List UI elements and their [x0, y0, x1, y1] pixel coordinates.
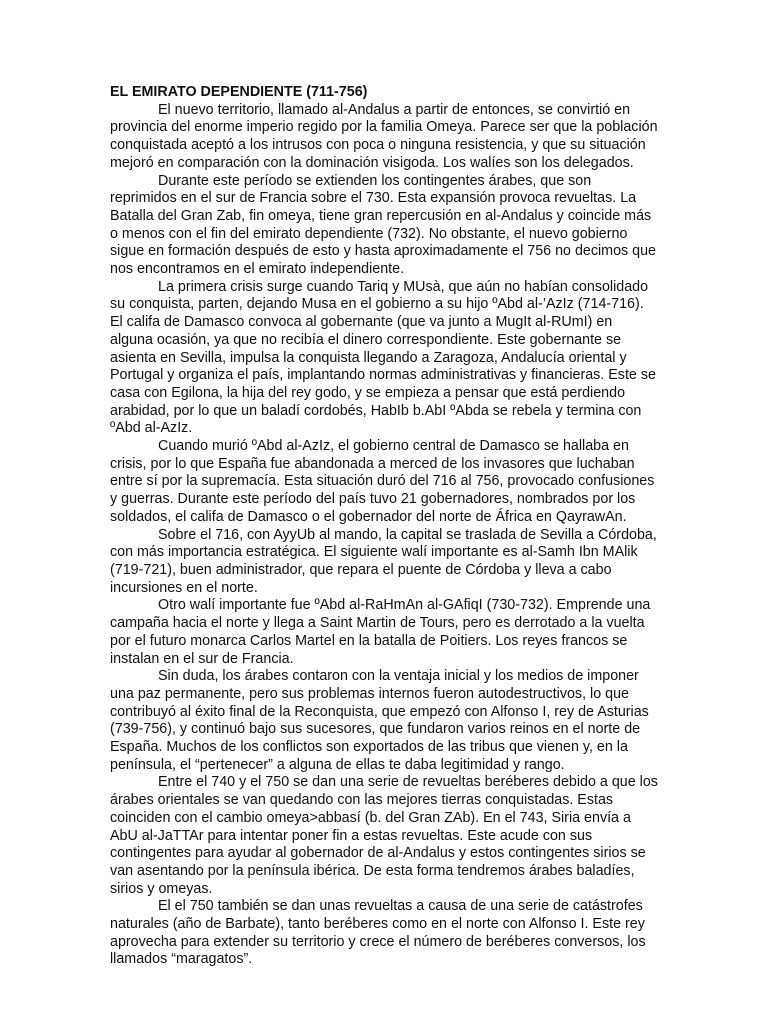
paragraph-1: El nuevo territorio, llamado al-Andalus a partir de entonces, se convirtió en provincia del enorme imperio regido por la familia Omeya. Parece ser que la población conquistada aceptó a los intrusos con poca o ninguna resistencia, y que su situación mejoró en comparación con la dominación visigoda. Los walíes son los delegados. [110, 101, 658, 171]
paragraph-7: Sin duda, los árabes contaron con la ventaja inicial y los medios de imponer una paz permanente, pero sus problemas internos fueron autodestructivos, lo que contribuyó al éxito final de la Reconquista, que empezó con Alfonso I, rey de Asturias (739-756), y continuó bajo sus sucesores, que fundaron varios reinos en el norte de España. Muchos de los conflictos son exportados de las tribus que vienen y, en la península, el “pertenecer” a alguna de ellas te daba legitimidad y rango. [110, 668, 649, 773]
paragraph-9: El el 750 también se dan unas revueltas a causa de una serie de catástrofes naturales (año de Barbate), tanto beréberes como en el norte con Alfonso I. Este rey aprovecha para extender su territorio y crece el número de beréberes conversos, los llamados “maragatos”. [110, 898, 646, 968]
document-title: EL EMIRATO DEPENDIENTE (711-756) [110, 84, 368, 100]
document-page [110, 84, 658, 969]
paragraph-2: Durante este período se extienden los contingentes árabes, que son reprimidos en el sur de Francia sobre el 730. Esta expansión provoca revueltas. La Batalla del Gran Zab, fin omeya, tiene gran repercusión en al-Andalus y coincide más o menos con el fin del emirato dependiente (732). No obstante, el nuevo gobierno sigue en formación después de esto y hasta aproximadamente el 756 no decimos que nos encontramos en el emirato independiente. [110, 172, 657, 278]
paragraph-4: Cuando murió ºAbd al-AzIz, el gobierno central de Damasco se hallaba en crisis, por lo que España fue abandonada a merced de los invasores que luchaban entre sí por la supremacía. Esta situación duró del 716 al 756, provocado confusiones y guerras. Durante este período del país tuvo 21 gobernadores, nombrados por los soldados, el califa de Damasco o el gobernador del norte de África en QayrawAn. [110, 438, 655, 525]
paragraph-8: Entre el 740 y el 750 se dan una serie de revueltas beréberes debido a que los árabes orientales se van quedando con las mejores tierras conquistadas. Estas coinciden con el cambio omeya>abbasí (b. del Gran ZAb). En el 743, Siria envía a AbU al-JaTTAr para intentar poner fin a estas revueltas. Este acude con sus contingentes para ayudar al gobernador de al-Andalus y estos contingentes sirios se van asentando por la península ibérica. De esta forma tendremos árabes baladíes, sirios y omeyas. [110, 774, 658, 897]
paragraph-3: La primera crisis surge cuando Tariq y MUsà, que aún no habían consolidado su conquista, parten, dejando Musa en el gobierno a su hijo ºAbd al-’AzIz (714-716). El califa de Damasco convoca al gobernante (que va junto a MugIt al-RUmI) en alguna ocasión, ya que no recibía el dinero correspondiente. Este gobernante se asienta en Sevilla, impulsa la conquista llegando a Zaragoza, Andalucía oriental y Portugal y organiza el país, implantando normas administrativas y financieras. Este se casa con Egilona, la hija del rey godo, y se empieza a pensar que está perdiendo arabidad, por lo que un baladí cordobés, HabIb b.AbI ºAbda se rebela y termina con ºAbd al-AzIz. [110, 278, 656, 437]
paragraph-5: Sobre el 716, con AyyUb al mando, la capital se traslada de Sevilla a Córdoba, con más importancia estratégica. El siguiente walí importante es al-Samh Ibn MAlik (719-721), buen administrador, que repara el puente de Córdoba y lleva a cabo incursiones en el norte. [110, 526, 657, 596]
paragraph-6: Otro walí importante fue ºAbd al-RaHmAn al-GAfiqI (730-732). Emprende una campaña hacia el norte y llega a Saint Martin de Tours, pero es derrotado a la vuelta por el futuro monarca Carlos Martel en la batalla de Poitiers. Los reyes francos se instalan en el sur de Francia. [110, 597, 651, 667]
